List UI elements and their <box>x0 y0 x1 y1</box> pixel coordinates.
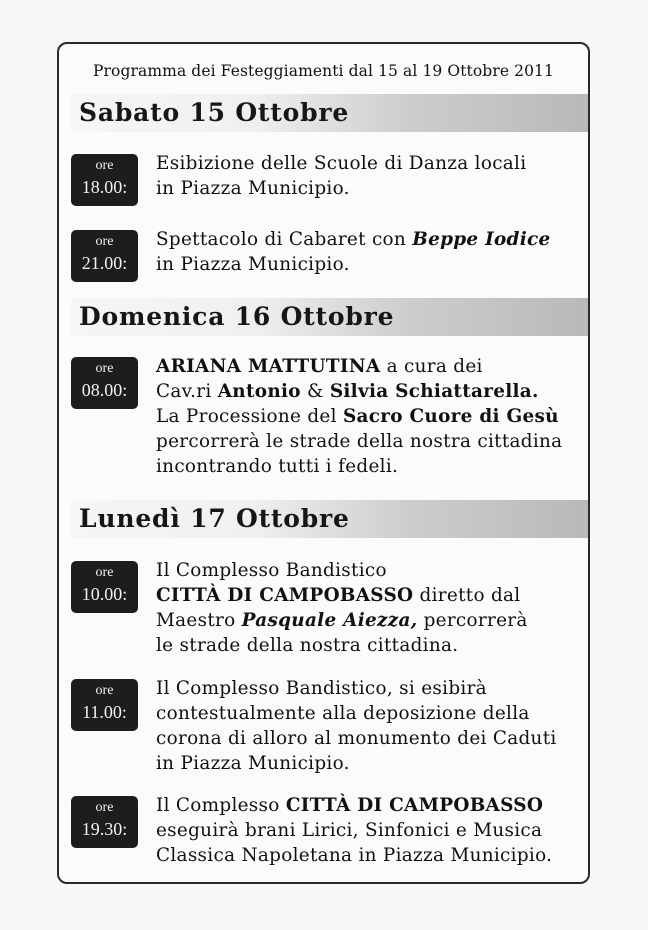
event-text-segment: in Piazza Municipio. <box>156 254 350 275</box>
event-text <box>156 558 578 658</box>
event-line <box>156 354 578 379</box>
event-text-segment: percorrerà <box>417 610 528 631</box>
event-text-segment: contestualmente alla deposizione della <box>156 703 530 724</box>
event-text-segment: Sacro Cuore di Gesù <box>342 406 559 427</box>
badge-time: 08.00: <box>81 380 128 400</box>
event-text-segment: Classica Napoletana in Piazza Municipio. <box>156 845 553 866</box>
event-line <box>156 751 578 776</box>
event-line <box>156 227 578 252</box>
day-header-sabato <box>71 94 588 132</box>
event-line <box>156 676 578 701</box>
event-text-segment: percorrerà le strade della nostra cittadina <box>156 431 563 452</box>
event-line <box>156 252 578 277</box>
event-line <box>156 726 578 751</box>
badge-label: ore <box>95 565 114 580</box>
event-text-segment: Il Complesso Bandistico, si esibirà <box>156 678 487 699</box>
event-line <box>156 818 578 843</box>
event-text-segment: CITTÀ DI CAMPOBASSO <box>285 795 544 816</box>
event-text-segment: in Piazza Municipio. <box>156 753 350 774</box>
badge-label: ore <box>95 800 114 815</box>
badge-time: 19.30: <box>81 819 128 839</box>
event-line <box>156 793 578 818</box>
event-text-segment: diretto dal <box>413 585 521 606</box>
badge-time: 18.00: <box>81 177 128 197</box>
event-line <box>156 454 578 479</box>
day-title: Sabato 15 Ottobre <box>79 98 350 127</box>
event-text <box>156 227 578 277</box>
event-text-segment: Silvia Schiattarella. <box>329 381 539 402</box>
event-line <box>156 701 578 726</box>
program-frame <box>57 42 590 884</box>
event-line <box>156 429 578 454</box>
event-line <box>156 558 578 583</box>
event-line <box>156 151 578 176</box>
event-text <box>156 354 578 479</box>
event-text-segment: Il Complesso <box>156 795 286 816</box>
event-text-segment: eseguirà brani Lirici, Sinfonici e Musica <box>156 820 543 841</box>
event-text <box>156 793 578 868</box>
time-badge <box>71 679 138 731</box>
event-line <box>156 633 578 658</box>
event-text-segment: Beppe Iodice <box>412 229 551 250</box>
event-text-segment: Pasquale Aiezza, <box>241 610 418 631</box>
event-line <box>156 379 578 404</box>
event-text-segment: & <box>300 381 330 402</box>
event-line <box>156 608 578 633</box>
badge-label: ore <box>95 683 114 698</box>
day-header-domenica <box>71 298 588 336</box>
event-text-segment: Spettacolo di Cabaret con <box>156 229 413 250</box>
event-text-segment: Antonio <box>217 381 301 402</box>
event-text <box>156 676 578 776</box>
event-text-segment: Cav.ri <box>156 381 218 402</box>
event-text-segment: CITTÀ DI CAMPOBASSO <box>156 585 414 606</box>
badge-label: ore <box>95 158 114 173</box>
time-badge <box>71 154 138 206</box>
event-text-segment: Il Complesso Bandistico <box>156 560 387 581</box>
event-line <box>156 583 578 608</box>
event-text-segment: le strade della nostra cittadina. <box>156 635 459 656</box>
program-title: Programma dei Festeggiamenti dal 15 al 19 Ottobre 2011 <box>93 62 554 80</box>
badge-time: 10.00: <box>81 584 128 604</box>
event-text-segment: La Processione del <box>156 406 343 427</box>
event-text-segment: in Piazza Municipio. <box>156 178 350 199</box>
badge-time: 11.00: <box>82 702 127 722</box>
time-badge <box>71 357 138 409</box>
time-badge <box>71 230 138 282</box>
time-badge <box>71 561 138 613</box>
event-text-segment: Maestro <box>156 610 242 631</box>
event-text-segment: corona di alloro al monumento dei Caduti <box>156 728 557 749</box>
day-header-lunedi <box>71 500 588 538</box>
event-text-segment: incontrando tutti i fedeli. <box>156 456 399 477</box>
event-text-segment: Esibizione delle Scuole di Danza locali <box>156 153 527 174</box>
event-text <box>156 151 578 201</box>
badge-label: ore <box>95 361 114 376</box>
event-line <box>156 404 578 429</box>
badge-label: ore <box>95 234 114 249</box>
day-title: Lunedì 17 Ottobre <box>79 504 350 533</box>
day-title: Domenica 16 Ottobre <box>79 302 395 331</box>
badge-time: 21.00: <box>81 253 128 273</box>
event-text-segment: a cura dei <box>380 356 483 377</box>
event-line <box>156 843 578 868</box>
time-badge <box>71 796 138 848</box>
event-line <box>156 176 578 201</box>
event-text-segment: ARIANA MATTUTINA <box>156 356 381 377</box>
